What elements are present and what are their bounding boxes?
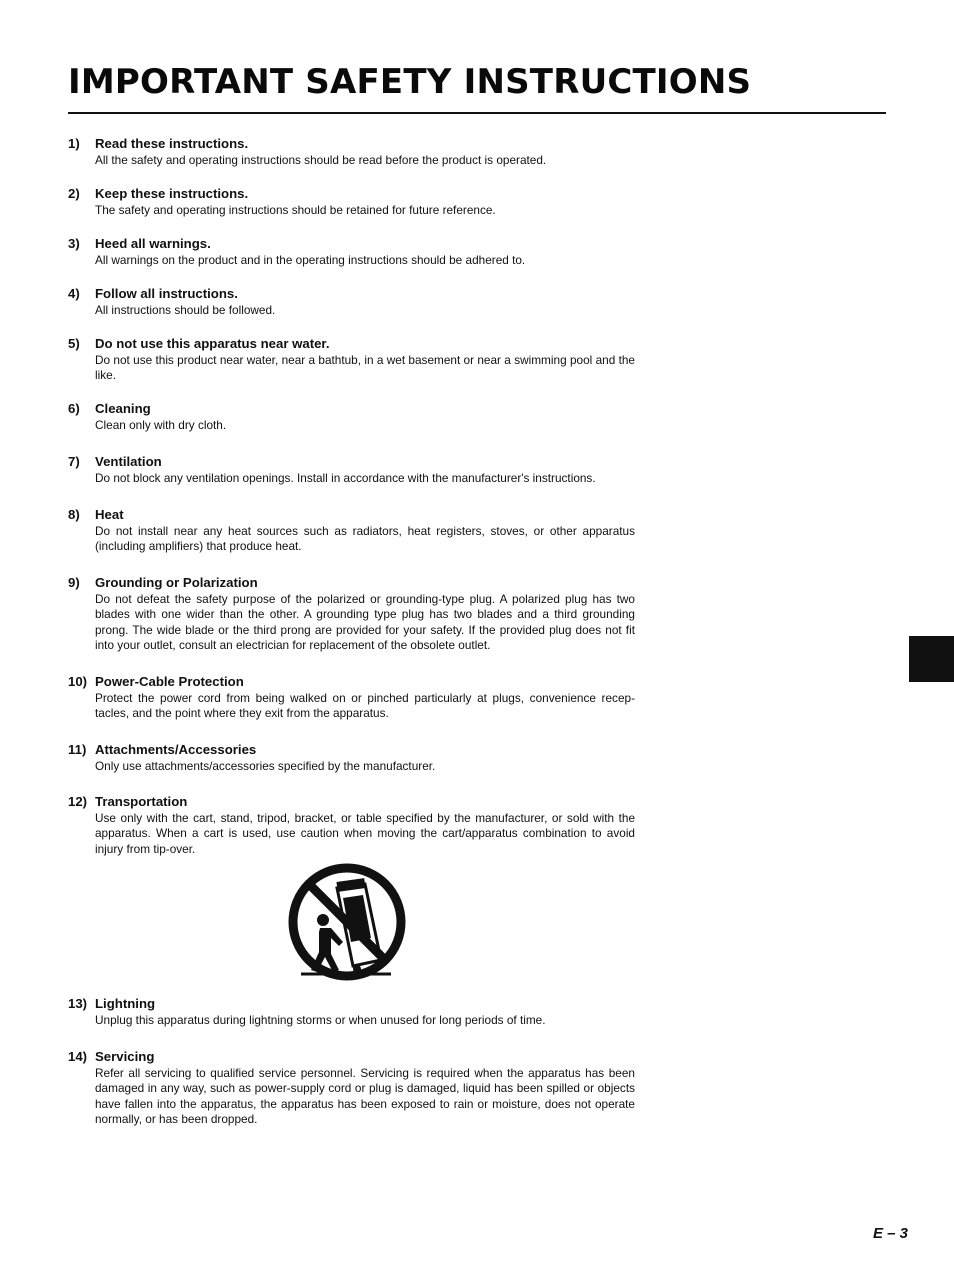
item-heading: Transportation xyxy=(95,794,188,809)
page-title: IMPORTANT SAFETY INSTRUCTIONS xyxy=(68,62,752,102)
item-heading: Power-Cable Protection xyxy=(95,674,244,689)
item-body: Do not defeat the safety purpose of the polarized or grounding-type plug. A polarized plug has two blades with one wider than the other. A grounding type plug has two blades and a third grounding prong. The wide blade or the third prong are provided for your safety. If the provided plug does not fit into your outlet, consult an electrician for replacement of the obsolete outlet. xyxy=(95,592,635,653)
item-body: Clean only with dry cloth. xyxy=(95,418,227,432)
item-number: 10) xyxy=(68,674,88,689)
item-heading: Do not use this apparatus near water. xyxy=(95,336,330,351)
item-number: 8) xyxy=(68,507,80,522)
item-heading: Keep these instructions. xyxy=(95,186,249,201)
instruction-item xyxy=(68,1049,635,1128)
item-number: 11) xyxy=(68,742,87,757)
item-heading: Cleaning xyxy=(95,401,151,416)
section-tab-marker xyxy=(909,636,954,682)
instruction-item xyxy=(68,507,635,555)
item-heading: Lightning xyxy=(95,996,156,1011)
item-heading: Heat xyxy=(95,507,124,522)
instruction-item xyxy=(68,136,635,168)
item-heading: Grounding or Polarization xyxy=(95,575,258,590)
item-number: 14) xyxy=(68,1049,88,1064)
item-heading: Attachments/Accessories xyxy=(95,742,257,757)
item-body: All the safety and operating instructions should be read before the product is operated. xyxy=(95,153,547,167)
item-heading: Servicing xyxy=(95,1049,155,1064)
instruction-item xyxy=(68,575,635,654)
instruction-item xyxy=(68,286,635,318)
item-number: 5) xyxy=(68,336,80,351)
item-number: 9) xyxy=(68,575,80,590)
item-number: 12) xyxy=(68,794,88,809)
instruction-item xyxy=(68,336,635,384)
item-body: Refer all servicing to qualified service personnel. Servicing is required when the apparatus has been damaged in any way, such as power-supply cord or plug is damaged, liquid has been spilled or objects have fallen into the apparatus, the apparatus has been exposed to rain or moisture, does not operate normally, or has been dropped. xyxy=(95,1066,635,1127)
item-body: All instructions should be followed. xyxy=(95,303,276,317)
item-number: 2) xyxy=(68,186,80,201)
item-number: 13) xyxy=(68,996,88,1011)
item-body: All warnings on the product and in the operating instructions should be adhered to. xyxy=(95,253,526,267)
item-body: The safety and operating instructions should be retained for future reference. xyxy=(95,203,496,217)
instruction-item xyxy=(68,186,635,218)
item-heading: Ventilation xyxy=(95,454,162,469)
page-number: E – 3 xyxy=(872,1225,908,1242)
instruction-item xyxy=(68,674,635,722)
item-body: Do not block any ventilation openings. Install in accordance with the manufacturer's instructions. xyxy=(95,471,596,485)
title-rule xyxy=(68,112,886,114)
instruction-item xyxy=(68,401,635,433)
cart-tip-over-warning-icon xyxy=(287,862,409,984)
item-body: Do not install near any heat sources such as radiators, heat registers, stoves, or other apparatus (including amplifiers) that produce heat. xyxy=(95,524,635,554)
item-number: 4) xyxy=(68,286,80,301)
instruction-item xyxy=(68,742,635,774)
item-body: Only use attachments/accessories specified by the manufacturer. xyxy=(95,759,436,773)
item-heading: Heed all warnings. xyxy=(95,236,211,251)
item-heading: Read these instructions. xyxy=(95,136,249,151)
item-body: Use only with the cart, stand, tripod, bracket, or table specified by the manufacturer, or sold with the apparatus. When a cart is used, use caution when moving the cart/apparatus combination to avoid injury from tip-over. xyxy=(95,811,635,856)
instruction-item xyxy=(68,236,635,268)
item-number: 7) xyxy=(68,454,80,469)
item-heading: Follow all instructions. xyxy=(95,286,238,301)
instruction-item xyxy=(68,794,635,857)
item-number: 3) xyxy=(68,236,80,251)
item-body: Unplug this apparatus during lightning storms or when unused for long periods of time. xyxy=(95,1013,546,1027)
item-number: 1) xyxy=(68,136,80,151)
item-body: Do not use this product near water, near a bathtub, in a wet basement or near a swimming pool and the like. xyxy=(95,353,635,383)
item-number: 6) xyxy=(68,401,80,416)
item-body: Protect the power cord from being walked on or pinched particularly at plugs, convenience recep-tacles, and the point where they exit from the apparatus. xyxy=(95,691,635,721)
instruction-item xyxy=(68,996,635,1028)
instruction-item xyxy=(68,454,635,486)
